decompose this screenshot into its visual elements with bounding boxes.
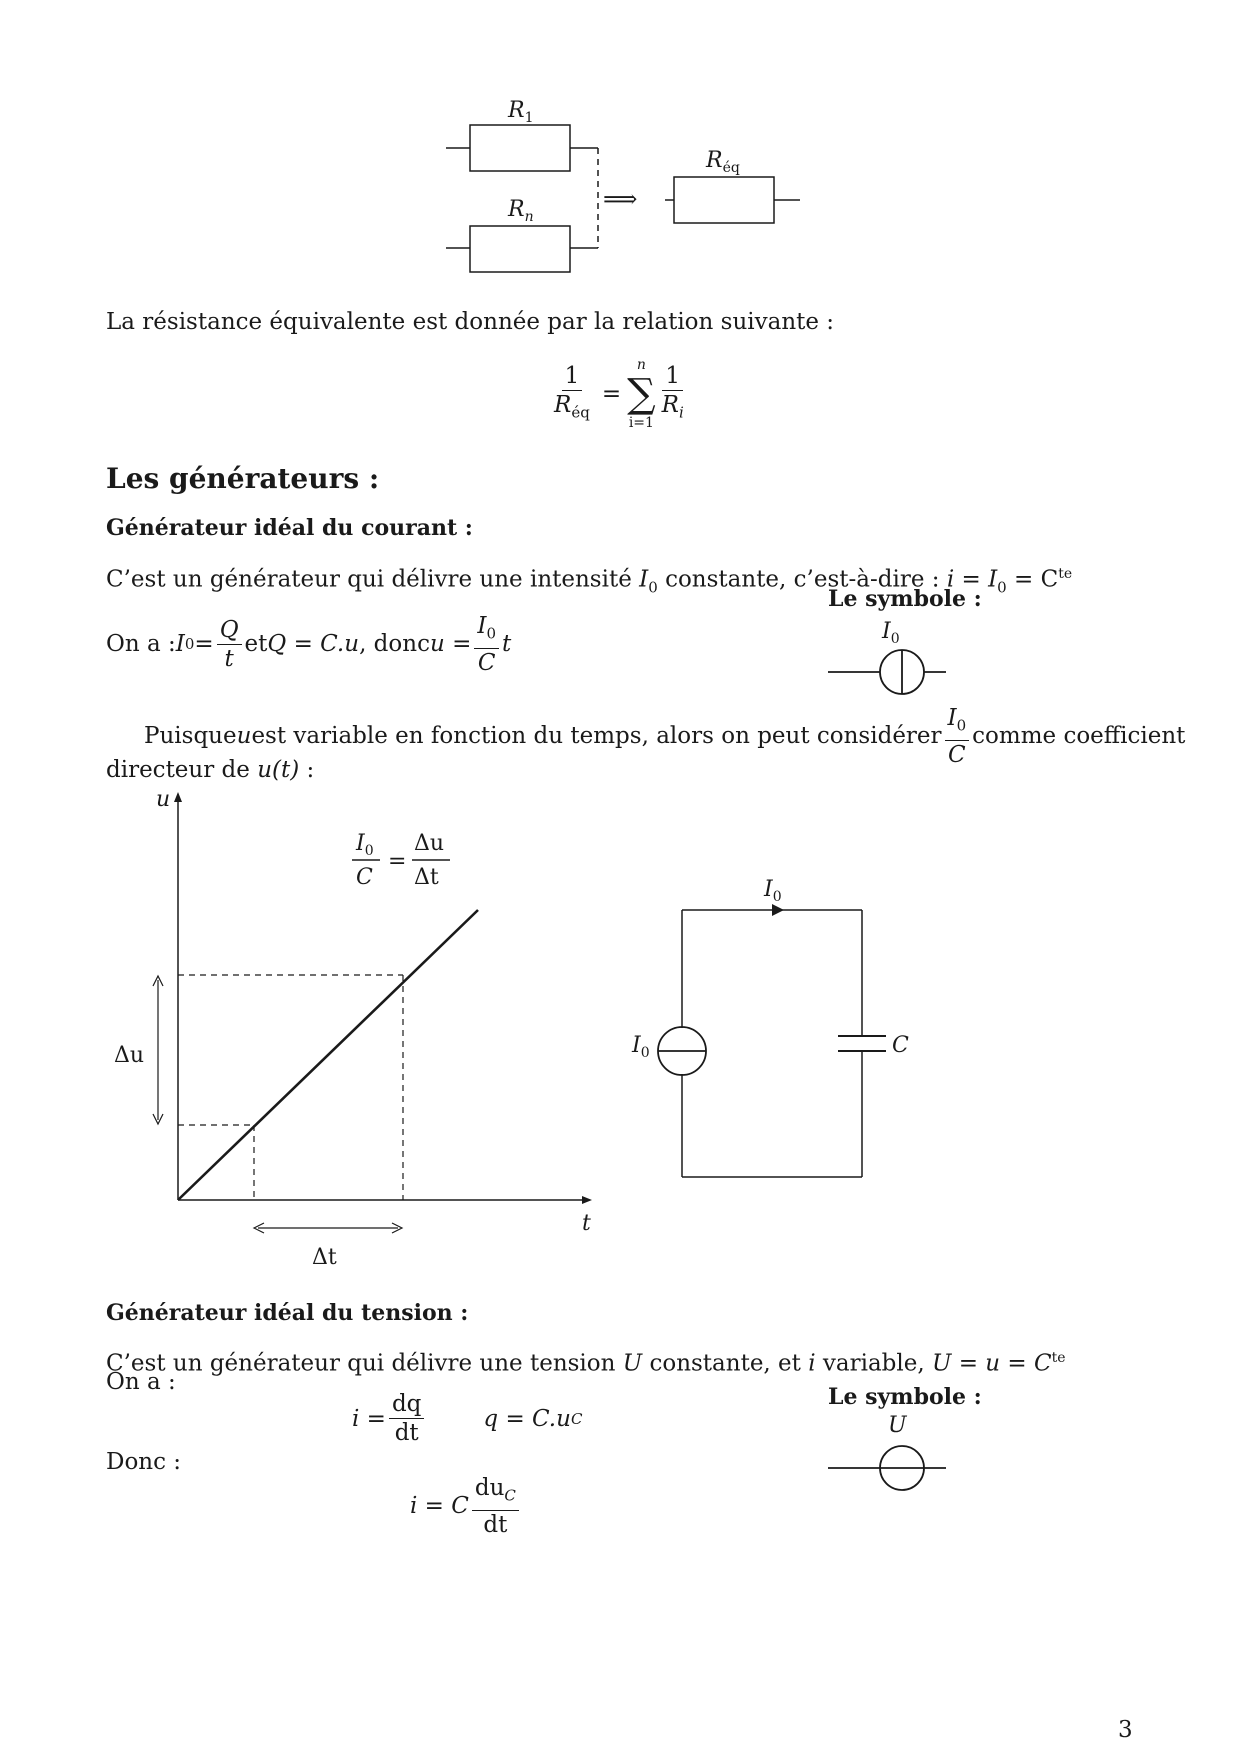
u-line — [178, 910, 478, 1200]
voltage-source-symbol — [820, 1408, 960, 1504]
svg-text:I0: $I_0$ — [882, 619, 900, 647]
voltage-on-a: On a : — [106, 1369, 176, 1395]
svg-text:U: U — [888, 1413, 907, 1438]
current-symbol-title: Le symbole : — [828, 586, 982, 612]
svg-text:⟹: ⟹ — [603, 185, 638, 213]
resistor-req — [674, 177, 774, 223]
slope-formula — [352, 831, 450, 890]
svg-text:R1: $R_1$ — [508, 98, 534, 126]
page-number: 3 — [1118, 1717, 1133, 1743]
current-source-symbol — [820, 612, 960, 702]
svg-text:=: = — [388, 849, 407, 874]
svg-text:u: u — [156, 787, 171, 812]
current-gen-p2: Puisque u est variable en fonction du temps, alors on peut considérer $\frac{I_0}{C}$ comme coefficient — [144, 705, 1186, 768]
svg-text:I0: $I_0$ — [632, 1033, 650, 1061]
svg-text:C: C — [356, 865, 373, 890]
svg-text:Δu: Δu — [114, 1043, 145, 1068]
svg-text:Δt: Δt — [312, 1245, 337, 1270]
resistor-r1 — [470, 125, 570, 171]
current-gen-p1: C’est un générateur qui délivre une intensité $I_0$ constante, c’est-à-dire : $i = I_0 = C^{te}$ — [106, 566, 1073, 597]
svg-text:Δt: Δt — [414, 865, 439, 890]
voltage-formula-i: i = $\frac{dq}{dt}$ q = C.u C — [352, 1391, 583, 1446]
current-gen-relation: On a : I 0 = $\frac{Q}{t}$ et Q = C.u , donc u = $\frac{I_0}{C}$ t — [106, 613, 512, 676]
formula-req: $\frac{1}{R_{éq}}$ = n ∑ i=1 $\frac{1}{R_i}$ — [554, 357, 684, 431]
current-direction-arrow — [772, 904, 784, 916]
voltage-donc: Donc : — [106, 1449, 182, 1475]
voltage-gen-p1: C’est un générateur qui délivre une tension U constante, et i variable, $U = u = C^{te}$ — [106, 1350, 1066, 1377]
current-circuit — [620, 860, 940, 1190]
intro-req-text: La résistance équivalente est donnée par la relation suivante : — [106, 309, 835, 335]
svg-text:Rn: $R_n$ — [508, 197, 534, 225]
svg-text:Réq: $R_{éq}$ — [706, 148, 740, 176]
voltage-gen-title: Générateur idéal du tension : — [106, 1300, 469, 1326]
current-gen-p3: directeur de u(t) : — [106, 757, 315, 783]
resistor-rn — [470, 226, 570, 272]
u-t-graph — [100, 780, 620, 1270]
voltage-formula-ic: i = C $\frac{du_C}{dt}$ — [410, 1474, 522, 1539]
svg-text:I0: $I_0$ — [764, 877, 782, 905]
svg-text:t: t — [582, 1211, 591, 1236]
svg-text:C: C — [892, 1033, 909, 1058]
section-title-generators: Les générateurs : — [106, 462, 380, 495]
parallel-resistors-diagram — [430, 90, 810, 290]
svg-text:Δu: Δu — [414, 831, 445, 856]
voltage-symbol-title: Le symbole : — [828, 1384, 982, 1410]
svg-text:I0: $I_0$ — [356, 831, 374, 859]
current-gen-title: Générateur idéal du courant : — [106, 515, 473, 541]
